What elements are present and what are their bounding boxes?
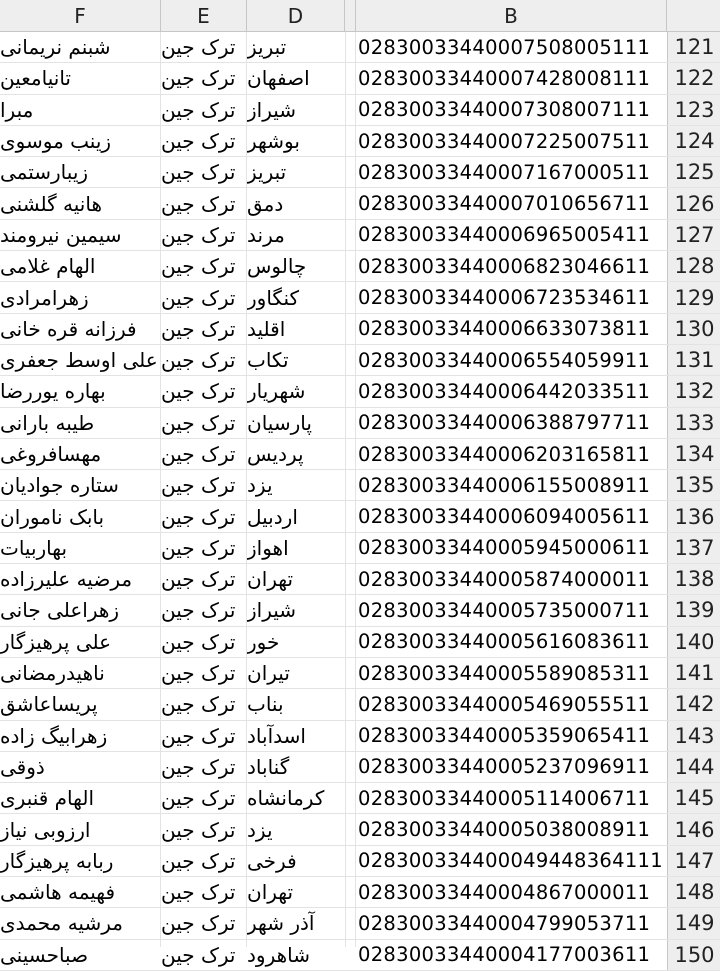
table-row [0,846,720,877]
cell-e[interactable]: ترک جین [161,786,236,811]
row-number[interactable]: 148 [667,877,720,907]
cell-f[interactable]: ستاره جوادیان [0,473,119,498]
cell-e[interactable]: ترک جین [161,661,236,686]
cell-b[interactable]: 02830033440004177003611 [358,943,651,967]
column-header-b[interactable]: B [356,0,667,31]
column-header-d[interactable]: D [247,0,345,31]
cell-b[interactable]: 02830033440006633073811 [358,317,651,341]
cell-d[interactable]: پارسیان [247,410,312,435]
cell-f[interactable]: علی اوسط جعفری [0,348,158,373]
cell-f[interactable]: شبنم نریمانی [0,35,111,60]
cell-d[interactable]: اهواز [247,535,289,560]
cell-b[interactable]: 02830033440006203165811 [358,442,651,466]
table-row [0,157,720,188]
table-row [0,564,720,595]
row-number[interactable]: 138 [667,564,720,594]
cell-e[interactable]: ترک جین [161,567,236,592]
row-number[interactable]: 140 [667,627,720,657]
table-row [0,95,720,126]
table-row [0,376,720,407]
cell-f[interactable]: سیمین نیرومند [0,222,122,247]
table-row [0,251,720,282]
cell-f[interactable]: مبرا [0,97,34,122]
cell-d[interactable]: تهران [247,880,294,905]
cell-b[interactable]: 02830033440006723534611 [358,286,651,310]
row-number[interactable]: 122 [667,63,720,93]
cell-d[interactable]: اقلید [247,316,286,341]
cell-b[interactable]: 02830033440005359065411 [358,724,651,748]
cell-d[interactable]: اصفهان [247,66,310,91]
cell-d[interactable]: تبریز [247,160,287,185]
column-header-f[interactable]: F [0,0,161,31]
table-row [0,439,720,470]
cell-grid [0,32,720,971]
row-number[interactable]: 121 [667,32,720,62]
cell-b[interactable]: 02830033440005038008911 [358,818,651,842]
table-row [0,752,720,783]
cell-f[interactable]: فهیمه هاشمی [0,880,116,905]
cell-b[interactable]: 02830033440005237096911 [358,755,651,779]
cell-f[interactable]: مهسافروغی [0,442,102,466]
cell-e[interactable]: ترک جین [161,97,236,122]
cell-b[interactable]: 02830033440006155008911 [358,473,651,497]
cell-b[interactable]: 02830033440007308007111 [358,98,651,122]
cell-d[interactable]: تکاب [247,348,289,373]
cell-f[interactable]: ربابه پرهیزگار [0,848,114,873]
cell-d[interactable]: فرخی [247,848,297,873]
cell-e[interactable]: ترک جین [161,316,236,341]
cell-b[interactable]: 02830033440006554059911 [358,348,651,372]
cell-f[interactable]: پریساعاشق [0,692,98,717]
cell-d[interactable]: اردبیل [247,504,298,529]
cell-f[interactable]: زینب موسوی [0,129,112,154]
cell-f[interactable]: تانیامعین [0,66,71,91]
cell-e[interactable]: ترک جین [161,285,236,310]
cell-b[interactable]: 02830033440007225007511 [358,129,651,153]
cell-e[interactable]: ترک جین [161,754,236,779]
cell-e[interactable]: ترک جین [161,629,236,654]
cell-d[interactable]: مرند [247,222,285,247]
cell-d[interactable]: یزد [247,817,273,842]
row-number[interactable]: 149 [667,908,720,938]
cell-e[interactable]: ترک جین [161,848,236,873]
cell-e[interactable]: ترک جین [161,410,236,435]
cell-f[interactable]: مرضیه علیرزاده [0,567,133,592]
column-header-c[interactable] [345,0,356,31]
row-number[interactable]: 137 [667,533,720,563]
cell-e[interactable]: ترک جین [161,379,236,404]
column-header-row [0,0,720,32]
row-number[interactable]: 135 [667,470,720,500]
table-row [0,220,720,251]
row-number[interactable]: 124 [667,126,720,156]
cell-f[interactable]: ناهیدرمضانی [0,661,105,686]
cell-e[interactable]: ترک جین [161,942,236,967]
row-number[interactable]: 142 [667,689,720,719]
table-row [0,533,720,564]
cell-e[interactable]: ترک جین [161,129,236,154]
cell-d[interactable]: تبریز [247,35,287,60]
row-number[interactable]: 127 [667,220,720,250]
table-row [0,63,720,94]
cell-b[interactable]: 02830033440007428008111 [358,66,651,90]
cell-d[interactable]: چالوس [247,254,307,279]
table-row [0,501,720,532]
cell-d[interactable]: شیراز [247,97,297,122]
cell-d[interactable]: کرمانشاه [247,786,325,811]
cell-d[interactable]: گناباد [247,754,290,779]
cell-b[interactable]: 02830033440006823046611 [358,254,651,278]
table-row [0,627,720,658]
cell-b[interactable]: 02830033440007167000511 [358,160,651,184]
cell-f[interactable]: بهاره یوررضا [0,379,106,404]
row-number[interactable]: 139 [667,595,720,625]
row-number[interactable]: 150 [667,940,720,970]
row-number[interactable]: 131 [667,345,720,375]
row-number[interactable]: 144 [667,752,720,782]
cell-d[interactable]: یزد [247,473,273,498]
cell-d[interactable]: شهریار [247,379,306,404]
cell-f[interactable]: فرزانه قره خانی [0,316,137,341]
row-number[interactable]: 147 [667,846,720,876]
cell-d[interactable]: تهران [247,567,294,592]
cell-e[interactable]: ترک جین [161,692,236,717]
cell-f[interactable]: طیبه بارانی [0,410,95,435]
cell-f[interactable]: علی پرهیزگار [0,629,112,654]
row-number[interactable]: 146 [667,814,720,844]
cell-e[interactable]: ترک جین [161,66,236,91]
row-number[interactable]: 126 [667,188,720,218]
table-row [0,877,720,908]
cell-e[interactable]: ترک جین [161,535,236,560]
cell-b[interactable]: 02830033440005945000611 [358,536,651,560]
cell-d[interactable]: پردیس [247,442,304,466]
table-row [0,470,720,501]
cell-d[interactable]: دمق [247,191,284,216]
table-row [0,126,720,157]
cell-f[interactable]: مرشیه محمدی [0,911,123,936]
cell-f[interactable]: زیبارستمی [0,160,89,185]
cell-d[interactable]: اسدآباد [247,723,306,748]
table-row [0,595,720,626]
cell-f[interactable]: زهرامرادی [0,285,89,310]
select-all-corner[interactable] [667,0,720,31]
table-row [0,32,720,63]
cell-d[interactable]: خور [247,629,280,654]
cell-f[interactable]: الهام غلامی [0,254,96,279]
cell-f[interactable]: صباحسینی [0,942,89,967]
cell-b[interactable]: 02830033440004799053711 [358,911,651,935]
cell-e[interactable]: ترک جین [161,817,236,842]
row-number[interactable]: 136 [667,501,720,531]
table-row [0,314,720,345]
cell-f[interactable]: هانیه گلشنی [0,191,103,216]
cell-e[interactable]: ترک جین [161,254,236,279]
table-row [0,689,720,720]
column-header-e[interactable]: E [161,0,247,31]
row-number[interactable]: 130 [667,314,720,344]
cell-e[interactable]: ترک جین [161,191,236,216]
table-row [0,814,720,845]
cell-b[interactable]: 02830033440005616083611 [358,630,651,654]
cell-d[interactable]: بناب [247,692,284,717]
cell-f[interactable]: الهام قنبری [0,786,95,811]
table-row [0,188,720,219]
cell-b[interactable]: 02830033440006442033511 [358,379,651,403]
table-row [0,408,720,439]
cell-e[interactable]: ترک جین [161,473,236,498]
table-row [0,908,720,939]
table-row [0,658,720,689]
cell-e[interactable]: ترک جین [161,222,236,247]
table-row [0,940,720,971]
cell-b[interactable]: 02830033440005589085311 [358,661,651,685]
cell-b[interactable]: 02830033440005469055511 [358,692,651,716]
cell-d[interactable]: بوشهر [247,129,300,154]
cell-e[interactable]: ترک جین [161,35,236,60]
cell-d[interactable]: آذر شهر [247,911,315,936]
table-row [0,345,720,376]
table-row [0,282,720,313]
row-number[interactable]: 125 [667,157,720,187]
cell-e[interactable]: ترک جین [161,442,236,466]
row-number[interactable]: 143 [667,721,720,751]
cell-f[interactable]: بابک ناموران [0,504,105,529]
cell-d[interactable]: شیراز [247,598,297,623]
cell-b[interactable]: 02830033440005735000711 [358,598,651,622]
row-number[interactable]: 141 [667,658,720,688]
cell-b[interactable]: 02830033440006388797711 [358,411,651,435]
row-number[interactable]: 128 [667,251,720,281]
table-row [0,721,720,752]
cell-e[interactable]: ترک جین [161,723,236,748]
row-number[interactable]: 134 [667,439,720,469]
cell-f[interactable]: زهراعلی جانی [0,598,120,623]
cell-e[interactable]: ترک جین [161,880,236,905]
cell-e[interactable]: ترک جین [161,911,236,936]
cell-b[interactable]: 028300334400049448364111 [358,849,663,873]
cell-b[interactable]: 02830033440005114006711 [358,786,651,810]
row-number[interactable]: 133 [667,408,720,438]
cell-e[interactable]: ترک جین [161,348,236,373]
table-row [0,783,720,814]
cell-d[interactable]: شاهرود [247,942,310,967]
cell-f[interactable]: ذوقی [0,754,45,779]
cell-f[interactable]: زهرابیگ زاده [0,723,108,748]
row-number[interactable]: 145 [667,783,720,813]
cell-b[interactable]: 02830033440005874000011 [358,567,651,591]
row-number[interactable]: 123 [667,95,720,125]
cell-b[interactable]: 02830033440007508005111 [358,35,651,59]
cell-e[interactable]: ترک جین [161,504,236,529]
cell-f[interactable]: ارزوبی نیاز [0,817,91,842]
cell-d[interactable]: کنگاور [247,285,300,310]
row-number[interactable]: 132 [667,376,720,406]
row-number[interactable]: 129 [667,282,720,312]
cell-e[interactable]: ترک جین [161,160,236,185]
cell-b[interactable]: 02830033440006965005411 [358,223,651,247]
cell-e[interactable]: ترک جین [161,598,236,623]
cell-f[interactable]: بهاربیات [0,535,68,560]
cell-b[interactable]: 02830033440004867000011 [358,880,651,904]
cell-d[interactable]: تیران [247,661,290,686]
cell-b[interactable]: 02830033440007010656711 [358,192,651,216]
cell-b[interactable]: 02830033440006094005611 [358,505,651,529]
